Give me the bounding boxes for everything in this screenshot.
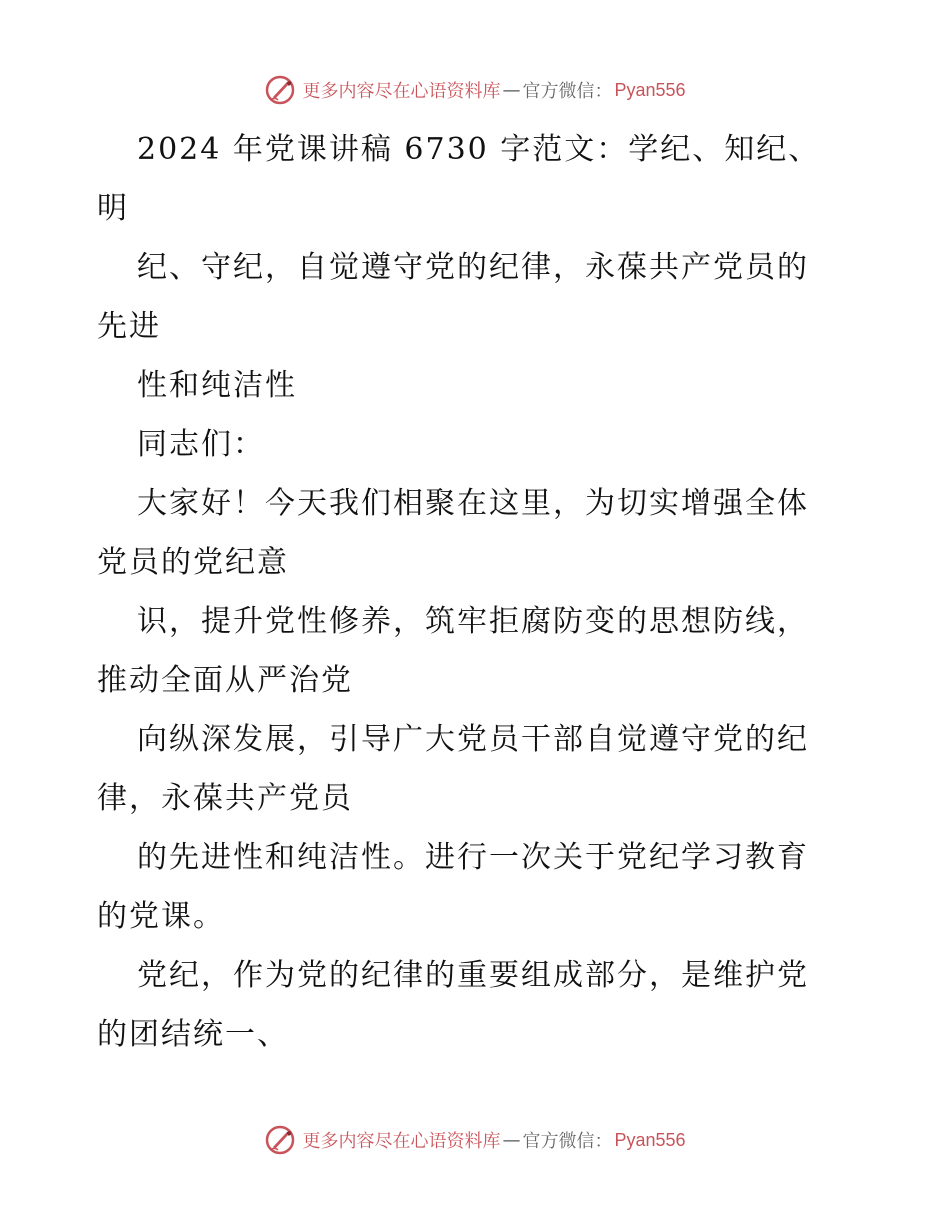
text-line: 党纪，作为党的纪律的重要组成部分，是维护党 — [137, 958, 809, 993]
text-line: 向纵深发展，引导广大党员干部自觉遵守党的纪 — [137, 722, 809, 757]
text-line: 党员的党纪意 — [97, 545, 289, 580]
banner-wechat-label: 官方微信： — [522, 81, 613, 102]
banner-separator: — — [502, 1129, 521, 1151]
text-line: 的先进性和纯洁性。进行一次关于党纪学习教育 — [137, 840, 809, 875]
banner-text: 更多内容尽在心语资料库 — [302, 1131, 501, 1152]
banner-wechat-label: 官方微信： — [522, 1131, 613, 1152]
text-line: 大家好！今天我们相聚在这里，为切实增强全体 — [137, 486, 809, 521]
banner-wechat-id: Pyan556 — [614, 79, 686, 100]
text-line: 的党课。 — [97, 899, 225, 934]
text-line: 同志们： — [137, 427, 265, 462]
text-line: 推动全面从严治党 — [97, 663, 353, 698]
text-line: 2024 年党课讲稿 6730 字范文：学纪、知纪、 — [137, 132, 821, 167]
text-line: 性和纯洁性 — [137, 368, 297, 403]
text-line: 律，永葆共产党员 — [97, 781, 353, 816]
header-banner — [0, 70, 950, 110]
banner-text: 更多内容尽在心语资料库 — [302, 81, 501, 102]
quill-pen-logo-icon — [264, 1124, 296, 1156]
text-line: 先进 — [97, 309, 161, 344]
quill-pen-logo-icon — [264, 74, 296, 106]
banner-separator: — — [502, 79, 521, 101]
footer-banner — [0, 1120, 950, 1160]
text-line: 的团结统一、 — [97, 1017, 289, 1052]
document-body — [97, 120, 867, 1064]
banner-wechat-id: Pyan556 — [614, 1129, 686, 1150]
text-line: 纪、守纪，自觉遵守党的纪律，永葆共产党员的 — [137, 250, 809, 285]
text-line: 识，提升党性修养，筑牢拒腐防变的思想防线， — [137, 604, 809, 639]
text-line: 明 — [97, 191, 129, 226]
